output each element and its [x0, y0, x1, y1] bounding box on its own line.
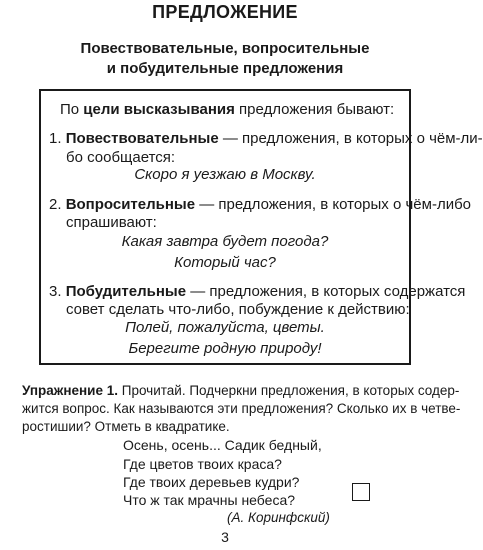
answer-checkbox[interactable] [352, 483, 370, 501]
item3-example-2: Берегите родную природу! [128, 340, 322, 357]
poem-author: (А. Коринфский) [227, 510, 330, 525]
exercise-line-3: ростишии? Отметь в квадратике. [22, 419, 230, 434]
item2-example-1: Какая завтра будет погода? [121, 233, 329, 250]
exercise-label: Упражнение 1. [22, 383, 118, 398]
poem-line-4: Что ж так мрачны небеса? [123, 492, 296, 508]
item3-number: 3. [49, 283, 66, 300]
exercise-instruction: Прочитай. Подчеркни предложения, в которых содер- [118, 383, 460, 398]
subtitle-line-1: Повествовательные, вопросительные [80, 40, 370, 57]
poem-line-1: Осень, осень... Садик бедный, [123, 437, 322, 453]
item3-term: Побудительные [65, 283, 187, 300]
item1-line2: бо сообщается: [66, 149, 176, 166]
rule-intro [60, 101, 394, 119]
item1-line1 [49, 130, 483, 148]
item1-definition: — предложения, в которых о чём-ли- [218, 130, 483, 147]
item1-example-1: Скоро я уезжаю в Москву. [134, 166, 316, 183]
page-title: ПРЕДЛОЖЕНИЕ [152, 2, 298, 22]
poem-line-2: Где цветов твоих краса? [123, 456, 282, 472]
item2-line2: спрашивают: [66, 214, 157, 231]
item3-line2: совет сделать что-либо, побуждение к действию: [66, 301, 410, 318]
section-subtitle [0, 39, 450, 79]
exercise-line-2: жится вопрос. Как называются эти предложения? Сколько их в четве- [22, 401, 461, 416]
rule-intro-pre: По [60, 101, 84, 118]
item2-definition: — предложения, в которых о чём-либо [195, 196, 472, 213]
page-number: 3 [221, 529, 229, 545]
item3-line1 [49, 283, 465, 301]
item1-term: Повествовательные [65, 130, 219, 147]
poem-line-3: Где твоих деревьев кудри? [123, 474, 300, 490]
item1-number: 1. [49, 130, 66, 147]
item2-number: 2. [49, 196, 66, 213]
subtitle-line-2: и побудительные предложения [106, 60, 344, 77]
item3-example-1: Полей, пожалуйста, цветы. [125, 319, 325, 336]
rule-intro-post: предложения бывают: [234, 101, 395, 118]
item3-definition: — предложения, в которых содержатся [186, 283, 466, 300]
item2-line1 [49, 196, 471, 214]
exercise-line-1 [22, 382, 459, 399]
rule-intro-term: цели высказывания [83, 101, 235, 118]
item2-term: Вопросительные [65, 196, 196, 213]
item2-example-2: Который час? [174, 254, 276, 271]
